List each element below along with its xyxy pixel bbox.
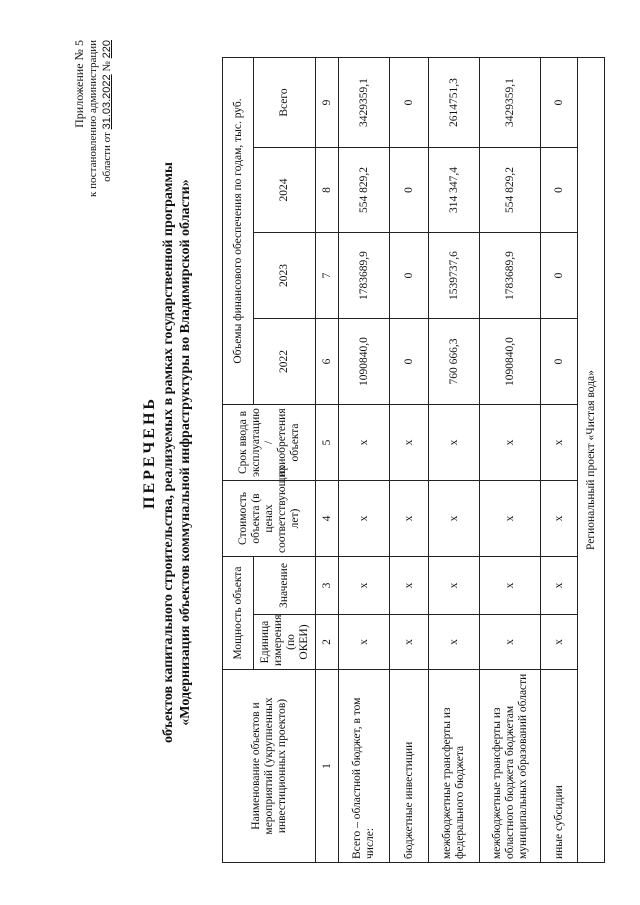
cell-value: х: [429, 557, 480, 615]
title-main: ПЕРЕЧЕНЬ: [141, 396, 158, 509]
row-name: межбюджетные трансферты из областного бюджета бюджетам муниципальных образований области: [480, 670, 541, 863]
header-term: Срок ввода в эксплуатацию / приобретения объекта: [223, 405, 316, 481]
cell-value: х: [541, 557, 578, 615]
cell-total: 3429359,1: [339, 58, 390, 148]
document-title: [140, 0, 194, 905]
table-row: [429, 58, 480, 863]
project-label: Региональный проект «Чистая вода»: [578, 58, 605, 863]
cell-term: х: [429, 405, 480, 481]
cell-total: 0: [390, 58, 429, 148]
header-capacity: Мощность объекта: [223, 557, 254, 670]
cell-2023: 0: [390, 233, 429, 319]
header-unit: Единица измерения (по ОКЕИ): [254, 615, 316, 670]
index-cell: 5: [316, 405, 339, 481]
cell-2024: 554 829,2: [339, 148, 390, 233]
table-row: [390, 58, 429, 863]
header-2023: 2023: [254, 233, 316, 319]
cell-unit: х: [541, 615, 578, 670]
appendix-number: Приложение № 5: [72, 40, 86, 128]
cell-total: 2614751,3: [429, 58, 480, 148]
cell-2024: 0: [390, 148, 429, 233]
index-cell: 2: [316, 615, 339, 670]
cell-term: х: [541, 405, 578, 481]
cell-2022: 1090840,0: [480, 319, 541, 405]
cell-cost: х: [429, 481, 480, 557]
cell-2024: 0: [541, 148, 578, 233]
header-row: [223, 58, 254, 863]
cell-2022: 0: [541, 319, 578, 405]
index-cell: 4: [316, 481, 339, 557]
cell-2023: 1783689,9: [339, 233, 390, 319]
cell-2024: 554 829,2: [480, 148, 541, 233]
cell-cost: х: [390, 481, 429, 557]
cell-value: х: [390, 557, 429, 615]
project-row: [578, 58, 605, 863]
cell-2024: 314 347,4: [429, 148, 480, 233]
cell-unit: х: [390, 615, 429, 670]
index-cell: 6: [316, 319, 339, 405]
header-funding: Объемы финансового обеспечения по годам, тыс. руб.: [223, 58, 254, 405]
index-cell: 3: [316, 557, 339, 615]
cell-2023: 1539737,6: [429, 233, 480, 319]
table-row: [480, 58, 541, 863]
cell-2022: 0: [390, 319, 429, 405]
index-cell: 7: [316, 233, 339, 319]
cell-total: 3429359,1: [480, 58, 541, 148]
appendix-resolution-number: 220: [101, 40, 113, 59]
row-name: межбюджетные трансферты из федерального бюджета: [429, 670, 480, 863]
title-program: «Модернизация объектов коммунальной инфраструктуры во Владимирской области»: [178, 179, 193, 726]
appendix-note: [72, 40, 114, 197]
row-name: Всего – областной бюджет, в том числе:: [339, 670, 390, 863]
cell-2022: 760 666,3: [429, 319, 480, 405]
title-subtitle: объектов капитального строительства, реализуемых в рамках государственной программы: [161, 162, 176, 743]
index-cell: 8: [316, 148, 339, 233]
header-total: Всего: [254, 58, 316, 148]
header-name: Наименование объектов и мероприятий (укрупненных инвестиционных проектов): [223, 670, 316, 863]
cell-term: х: [339, 405, 390, 481]
index-cell: 1: [316, 670, 339, 863]
appendix-resolution: к постановлению администрации: [87, 40, 99, 197]
cell-term: х: [480, 405, 541, 481]
cell-unit: х: [480, 615, 541, 670]
cell-cost: х: [541, 481, 578, 557]
appendix-date-line: [100, 40, 114, 197]
header-value: Значение: [254, 557, 316, 615]
index-row: [316, 58, 339, 863]
cell-term: х: [390, 405, 429, 481]
appendix-date: 31.03.2022: [101, 74, 113, 130]
cell-unit: х: [429, 615, 480, 670]
table-row: [339, 58, 390, 863]
appendix-date-prefix: области от: [101, 132, 113, 182]
row-name: иные субсидии: [541, 670, 578, 863]
cell-unit: х: [339, 615, 390, 670]
row-name: бюджетные инвестиции: [390, 670, 429, 863]
cell-value: х: [339, 557, 390, 615]
cell-cost: х: [339, 481, 390, 557]
index-cell: 9: [316, 58, 339, 148]
cell-total: 0: [541, 58, 578, 148]
objects-table: [222, 57, 605, 863]
header-2024: 2024: [254, 148, 316, 233]
cell-2023: 0: [541, 233, 578, 319]
cell-2022: 1090840,0: [339, 319, 390, 405]
table-row: [541, 58, 578, 863]
appendix-number-label: №: [101, 61, 113, 72]
cell-cost: х: [480, 481, 541, 557]
cell-value: х: [480, 557, 541, 615]
header-cost: Стоимость объекта (в ценах соответствующих лет): [223, 481, 316, 557]
header-2022: 2022: [254, 319, 316, 405]
cell-2023: 1783689,9: [480, 233, 541, 319]
